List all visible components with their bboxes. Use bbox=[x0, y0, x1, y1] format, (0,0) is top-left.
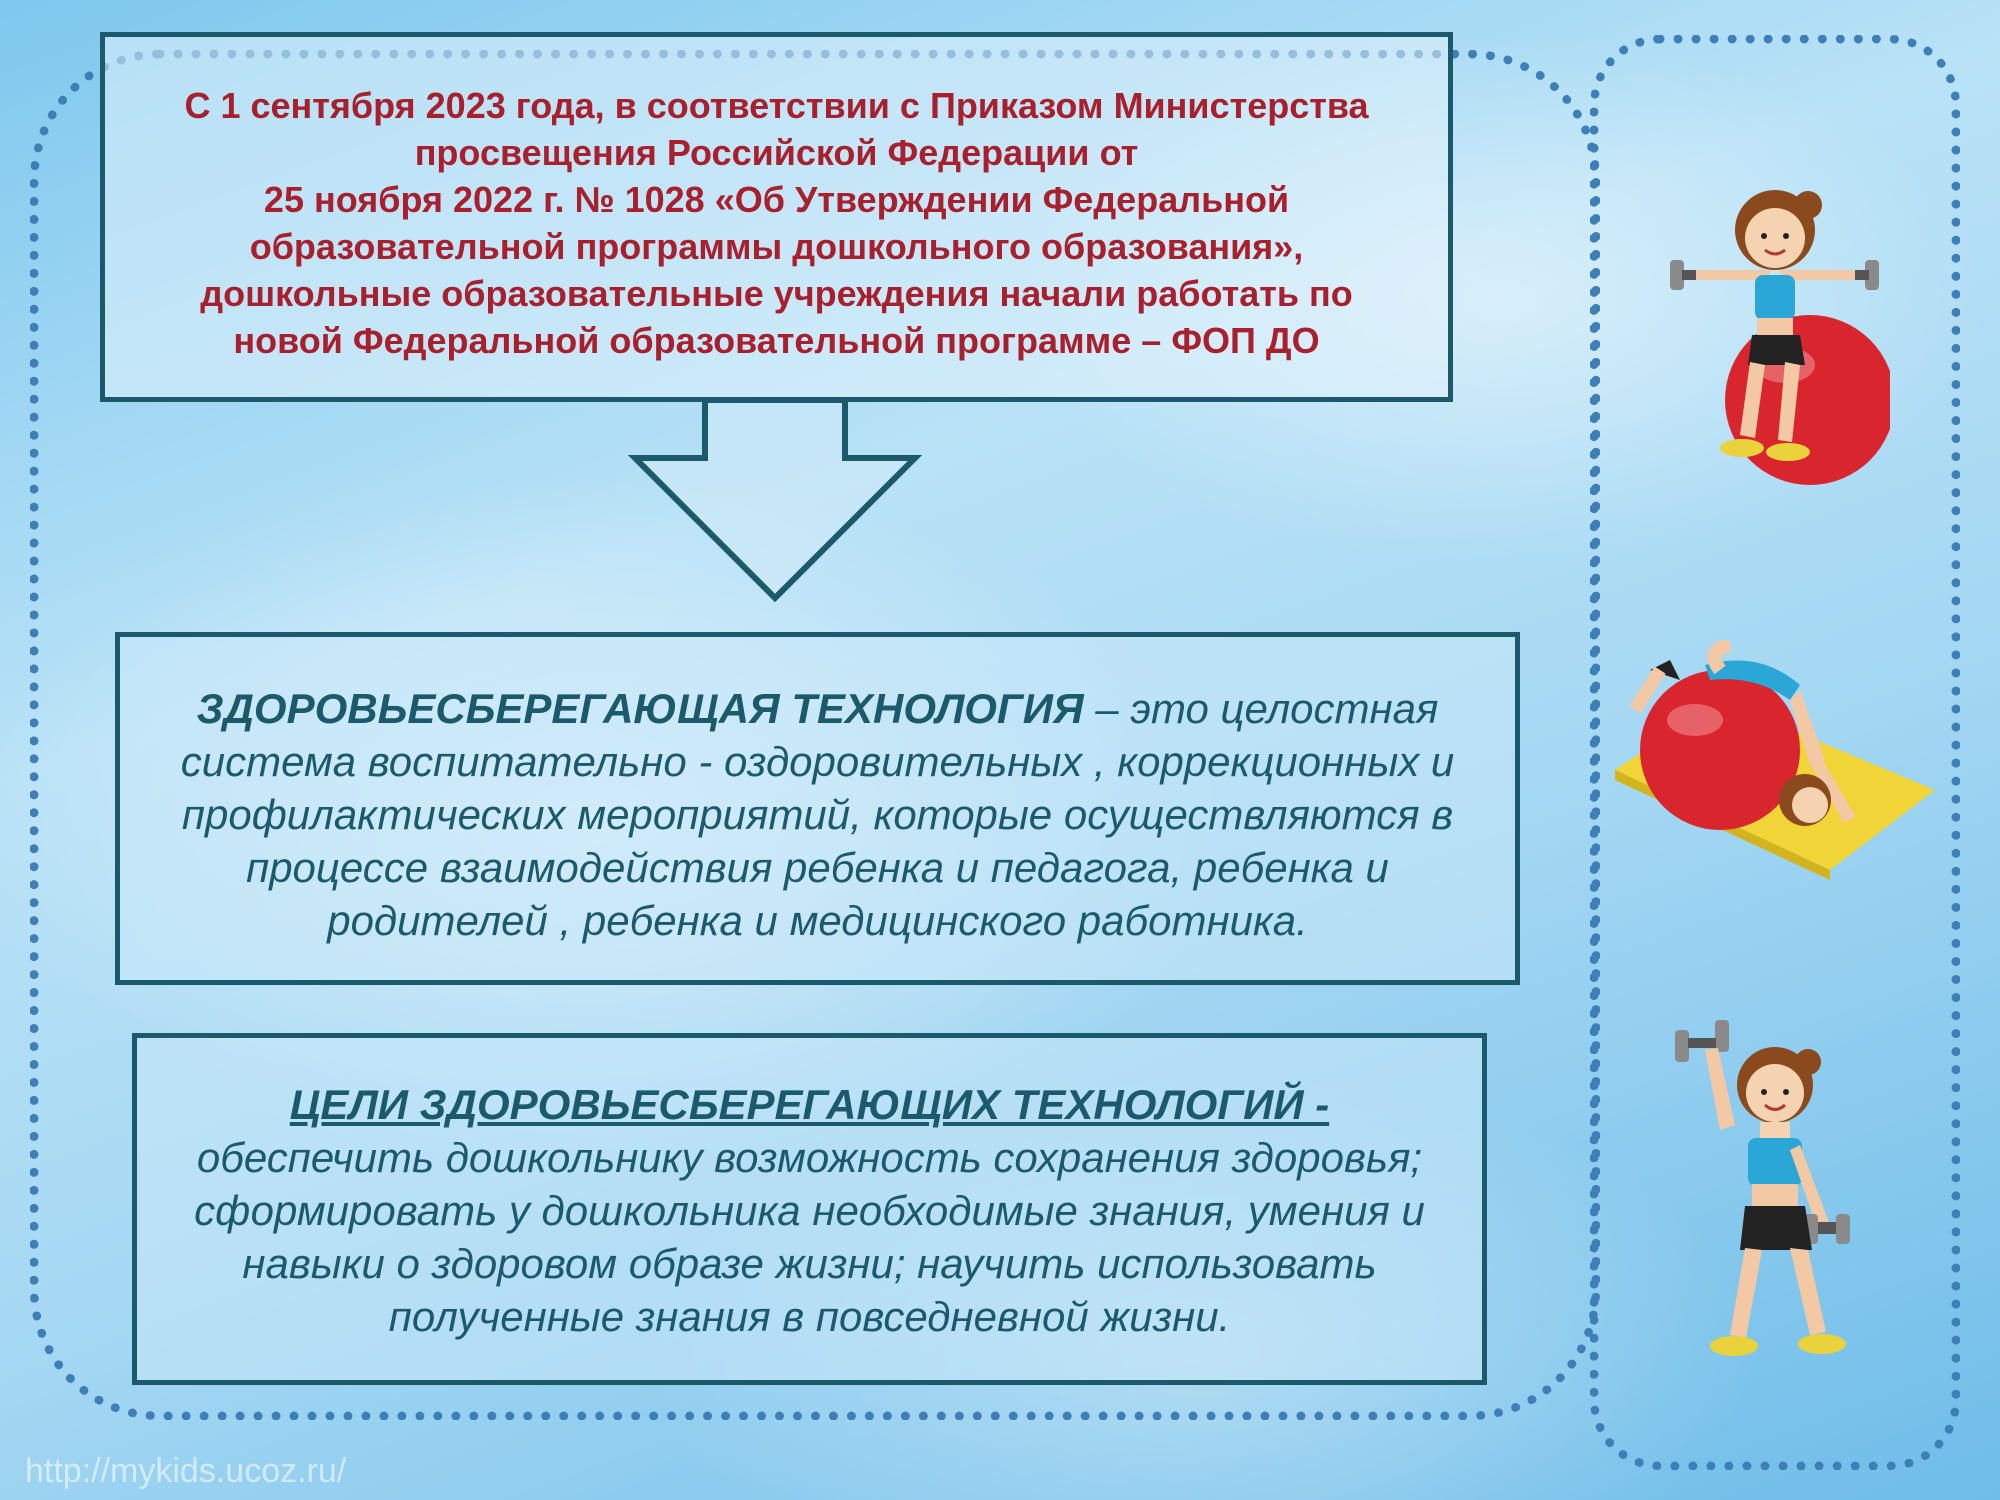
goals-line: полученные знания в повседневной жизни. bbox=[388, 1293, 1231, 1340]
girl-bending-illustration bbox=[1610, 640, 1940, 890]
order-info-line: образовательной программы дошкольного образования», bbox=[249, 226, 1304, 267]
definition-term-rest: – это целостная bbox=[1083, 685, 1439, 732]
order-info-line: С 1 сентября 2023 года, в соответствии с Приказом Министерства bbox=[184, 85, 1369, 126]
order-info-line: новой Федеральной образовательной программе – ФОП ДО bbox=[233, 320, 1320, 361]
definition-line: процессе взаимодействия ребенка и педагога, ребенка и bbox=[246, 844, 1389, 891]
order-info-line: дошкольные образовательные учреждения начали работать по bbox=[200, 273, 1353, 314]
definition-box bbox=[115, 632, 1520, 985]
order-info-box bbox=[100, 32, 1453, 402]
goals-line: обеспечить дошкольнику возможность сохранения здоровья; bbox=[196, 1134, 1423, 1181]
down-arrow-icon bbox=[625, 400, 925, 610]
watermark-text: http://mykids.ucoz.ru/ bbox=[25, 1452, 347, 1490]
goals-title: ЦЕЛИ ЗДОРОВЬЕСБЕРЕГАЮЩИХ ТЕХНОЛОГИЙ - bbox=[289, 1081, 1330, 1128]
definition-first-line bbox=[140, 682, 1495, 735]
goals-box bbox=[132, 1033, 1487, 1385]
definition-line: профилактических мероприятий, которые осуществляются в bbox=[181, 791, 1454, 838]
goals-line: навыки о здоровом образе жизни; научить использовать bbox=[242, 1240, 1377, 1287]
order-info-line: 25 ноября 2022 г. № 1028 «Об Утверждении Федеральной bbox=[263, 179, 1290, 220]
goals-line: сформировать у дошкольника необходимые знания, умения и bbox=[194, 1187, 1425, 1234]
definition-term: ЗДОРОВЬЕСБЕРЕГАЮЩАЯ ТЕХНОЛОГИЯ bbox=[196, 685, 1084, 732]
order-info-line: просвещения Российской Федерации от bbox=[414, 132, 1139, 173]
girl-lifting-dumbbells-illustration bbox=[1660, 1010, 1890, 1380]
definition-line: родителей , ребенка и медицинского работника. bbox=[327, 897, 1308, 944]
girl-on-fitball-illustration bbox=[1660, 150, 1890, 490]
definition-line: система воспитательно - оздоровительных , коррекционных и bbox=[180, 738, 1455, 785]
